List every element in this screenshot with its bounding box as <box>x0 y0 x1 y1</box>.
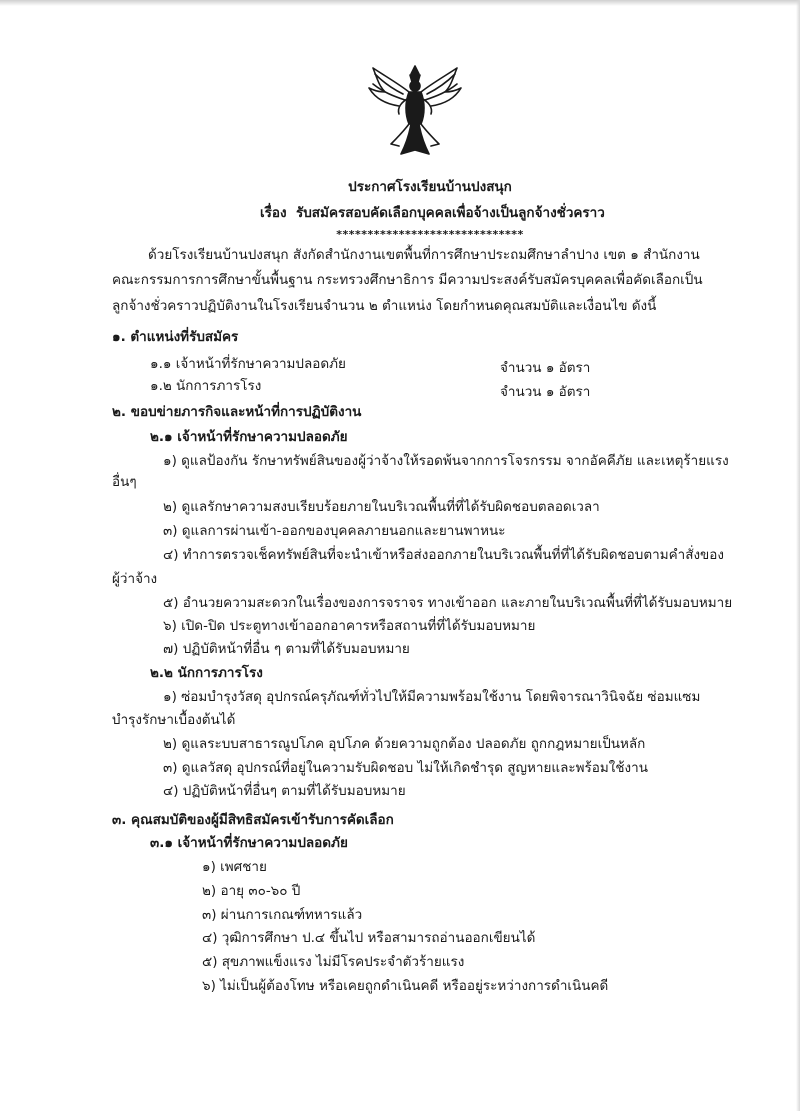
section-2-2-heading: ๒.๒ นักการภารโรง <box>150 665 263 681</box>
subject-label: เรื่อง <box>260 205 287 221</box>
header-divider: ****************************** <box>336 228 524 241</box>
qualification-item: ๔) วุฒิการศึกษา ป.๔ ขึ้นไป หรือสามารถอ่านออกเขียนได้ <box>202 930 536 946</box>
duty-2-2-item: ๒) ดูแลระบบสาธารณูปโภค อุปโภค ด้วยความถูกต้อง ปลอดภัย ถูกกฎหมายเป็นหลัก <box>163 736 646 752</box>
scan-edge-right <box>796 0 800 1111</box>
duty-2-1-item: ๔) ทำการตรวจเช็คทรัพย์สินที่จะนำเข้าหรือส่งออกภายในบริเวณพื้นที่ที่ได้รับผิดชอบตามคำสั่งของ <box>163 547 724 563</box>
section-3-heading: ๓. คุณสมบัติของผู้มีสิทธิสมัครเข้ารับการคัดเลือก <box>112 812 394 828</box>
subject-text: รับสมัครสอบคัดเลือกบุคคลเพื่อจ้างเป็นลูกจ้างชั่วคราว <box>295 205 605 221</box>
position-1-label: ๑.๑ เจ้าหน้าที่รักษาความปลอดภัย <box>150 356 346 372</box>
position-2-count: จำนวน ๑ อัตรา <box>500 384 591 400</box>
garuda-emblem-icon <box>365 62 465 158</box>
duty-2-1-item: ๕) อำนวยความสะดวกในเรื่องของการจราจร ทางเข้าออก และภายในบริเวณพื้นที่ที่ได้รับมอบหมาย <box>163 595 733 611</box>
duty-2-2-item: ๑) ซ่อมบำรุงวัสดุ อุปกรณ์ครุภัณฑ์ทั่วไปให้มีความพร้อมใช้งาน โดยพิจารณาวินิจฉัย ซ่อมแซม <box>163 689 701 705</box>
subject-line <box>260 204 605 222</box>
duty-2-1-item: ๑) ดูแลป้องกัน รักษาทรัพย์สินของผู้ว่าจ้างให้รอดพ้นจากการโจรกรรม จากอัคคีภัย และเหตุร้ายแรง <box>163 453 729 469</box>
announcement-title: ประกาศโรงเรียนบ้านปงสนุก <box>348 179 512 195</box>
scan-edge-top <box>0 0 800 6</box>
duty-2-2-item: ๔) ปฏิบัติหน้าที่อื่นๆ ตามที่ได้รับมอบหมาย <box>163 783 406 799</box>
duty-2-1-item: ๖) เปิด-ปิด ประตูทางเข้าออกอาคารหรือสถานที่ที่ได้รับมอบหมาย <box>163 618 536 634</box>
duty-2-2-item: ๓) ดูแลวัสดุ อุปกรณ์ที่อยู่ในความรับผิดชอบ ไม่ให้เกิดชำรุด สูญหายและพร้อมใช้งาน <box>163 760 648 776</box>
position-1-count: จำนวน ๑ อัตรา <box>500 360 591 376</box>
qualification-item: ๒) อายุ ๓๐-๖๐ ปี <box>202 883 301 899</box>
duty-2-1-item: ๗) ปฏิบัติหน้าที่อื่น ๆ ตามที่ได้รับมอบหมาย <box>163 641 410 657</box>
duty-2-1-item: ๒) ดูแลรักษาความสงบเรียบร้อยภายในบริเวณพื้นที่ที่ได้รับผิดชอบตลอดเวลา <box>163 499 600 515</box>
section-1-heading: ๑. ตำแหน่งที่รับสมัคร <box>112 329 239 345</box>
intro-line-1: ด้วยโรงเรียนบ้านปงสนุก สังกัดสำนักงานเขตพื้นที่การศึกษาประถมศึกษาลำปาง เขต ๑ สำนักงาน <box>148 247 700 263</box>
duty-2-2-item: บำรุงรักษาเบื้องต้นได้ <box>112 712 236 728</box>
qualification-item: ๕) สุขภาพแข็งแรง ไม่มีโรคประจำตัวร้ายแรง <box>202 954 465 970</box>
intro-line-2: คณะกรรมการการศึกษาขั้นพื้นฐาน กระทรวงศึกษาธิการ มีความประสงค์รับสมัครบุคคลเพื่อคัดเลือกเป็น <box>112 272 703 288</box>
intro-line-3: ลูกจ้างชั่วคราวปฏิบัติงานในโรงเรียนจำนวน ๒ ตำแหน่ง โดยกำหนดคุณสมบัติและเงื่อนไข ดังนี้ <box>112 298 657 314</box>
position-2-label: ๑.๒ นักการภารโรง <box>150 378 262 394</box>
duty-2-1-item: อื่นๆ <box>112 474 137 490</box>
section-2-heading: ๒. ขอบข่ายภารกิจและหน้าที่การปฏิบัติงาน <box>112 404 362 420</box>
section-2-1-heading: ๒.๑ เจ้าหน้าที่รักษาความปลอดภัย <box>150 429 348 445</box>
duty-2-1-item: ๓) ดูแลการผ่านเข้า-ออกของบุคคลภายนอกและยานพาหนะ <box>163 523 506 539</box>
qualification-item: ๖) ไม่เป็นผู้ต้องโทษ หรือเคยถูกดำเนินคดี หรืออยู่ระหว่างการดำเนินคดี <box>202 978 609 994</box>
qualification-item: ๓) ผ่านการเกณฑ์ทหารแล้ว <box>202 907 363 923</box>
qualification-item: ๑) เพศชาย <box>202 859 267 875</box>
duty-2-1-item: ผู้ว่าจ้าง <box>112 571 158 587</box>
section-3-1-heading: ๓.๑ เจ้าหน้าที่รักษาความปลอดภัย <box>150 835 348 851</box>
